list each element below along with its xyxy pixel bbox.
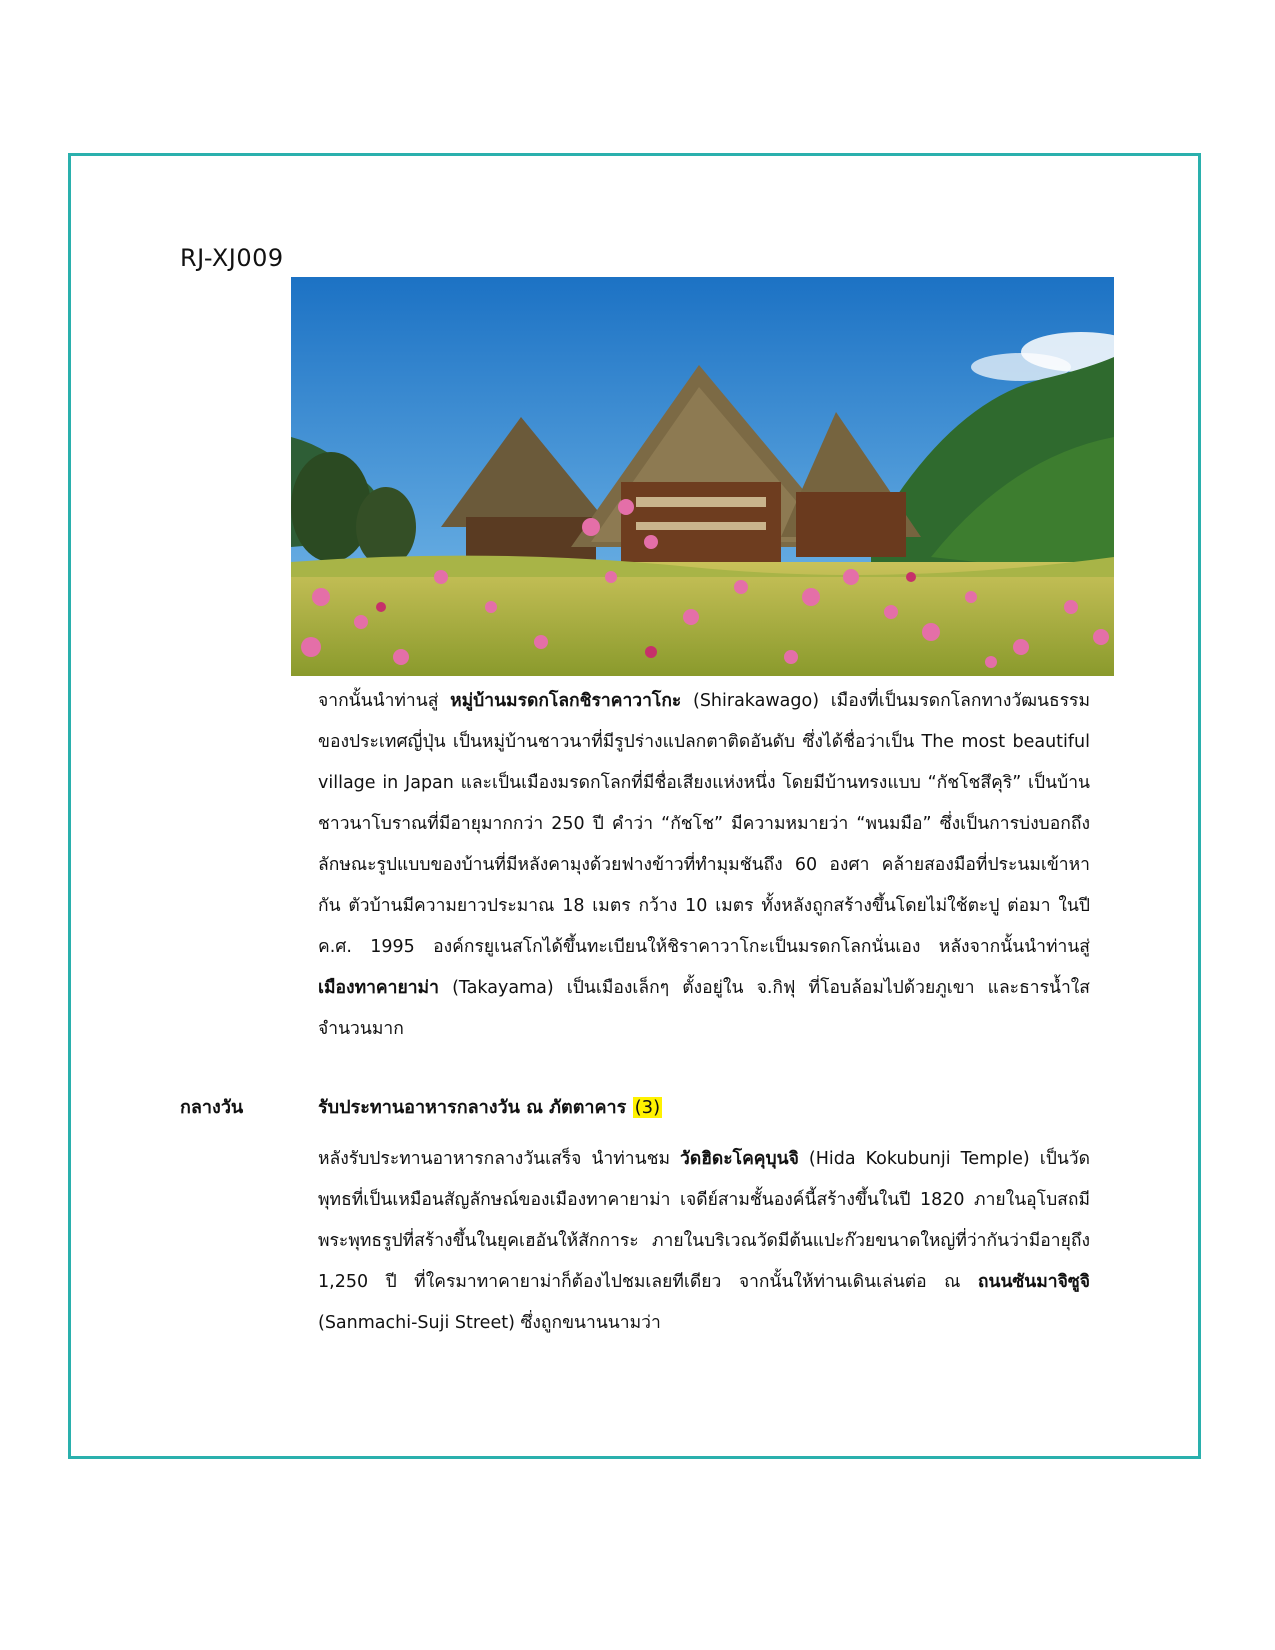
lunch-heading: รับประทานอาหารกลางวัน ณ ภัตตาคาร (3) bbox=[318, 1097, 661, 1118]
takayama-name: เมืองทาคายาม่า bbox=[318, 978, 439, 998]
shirakawago-photo bbox=[291, 277, 1114, 676]
tour-code: RJ-XJ009 bbox=[180, 244, 284, 272]
temple-name: วัดฮิดะโคคุบุนจิ bbox=[680, 1149, 799, 1169]
street-name: ถนนซันมาจิซูจิ bbox=[977, 1272, 1090, 1292]
meal-count-badge: (3) bbox=[634, 1097, 661, 1118]
shirakawago-name: หมู่บ้านมรดกโลกชิราคาวาโกะ bbox=[450, 691, 682, 711]
shirakawago-paragraph: จากนั้นนำท่านสู่ หมู่บ้านมรดกโลกชิราคาวาโกะ (Shirakawago) เมืองที่เป็นมรดกโลกทางวัฒนธรรมของประเทศญี่ปุ่น เป็นหมู่บ้านชาวนาที่มีรูปร่างแปลกตาติดอันดับ ซึ่งได้ชื่อว่าเป็น The most beautiful village in Japan และเป็นเมืองมรดกโลกที่มีชื่อเสียงแห่งหนึ่ง โดยมีบ้านทรงแบบ “กัชโชสึคุริ” เป็นบ้านชาวนาโบราณที่มีอายุมากกว่า 250 ปี คำว่า “กัชโช” มีความหมายว่า “พนมมือ” ซึ่งเป็นการบ่งบอกถึงลักษณะรูปแบบของบ้านที่มีหลังคามุงด้วยฟางข้าวที่ทำมุมชันถึง 60 องศา คล้ายสองมือที่ประนมเข้าหากัน ตัวบ้านมีความยาวประมาณ 18 เมตร กว้าง 10 เมตร ทั้งหลังถูกสร้างขึ้นโดยไม่ใช้ตะปู ต่อมา ในปี ค.ศ. 1995 องค์กรยูเนสโกได้ขึ้นทะเบียนให้ชิราคาวาโกะเป็นมรดกโลกนั่นเอง หลังจากนั้นนำท่านสู่ เมืองทาคายาม่า (Takayama) เป็นเมืองเล็กๆ ตั้งอยู่ใน จ.กิฟุ ที่โอบล้อมไปด้วยภูเขา และธารน้ำใสจำนวนมาก bbox=[318, 691, 1090, 1039]
lunch-label: กลางวัน bbox=[180, 1097, 244, 1118]
hida-kokubunji-paragraph: หลังรับประทานอาหารกลางวันเสร็จ นำท่านชม วัดฮิดะโคคุบุนจิ (Hida Kokubunji Temple) เป็นวัดพุทธที่เป็นเหมือนสัญลักษณ์ของเมืองทาคายาม่า เจดีย์สามชั้นองค์นี้สร้างขึ้นในปี 1820 ภายในอุโบสถมีพระพุทธรูปที่สร้างขึ้นในยุคเฮอันให้สักการะ ภายในบริเวณวัดมีต้นแปะก๊วยขนาดใหญ่ที่ว่ากันว่ามีอายุถึง 1,250 ปี ที่ใครมาทาคายาม่าก็ต้องไปชมเลยทีเดียว จากนั้นให้ท่านเดินเล่นต่อ ณ ถนนซันมาจิซูจิ (Sanmachi-Suji Street) ซึ่งถูกขนานนามว่า bbox=[318, 1149, 1090, 1333]
